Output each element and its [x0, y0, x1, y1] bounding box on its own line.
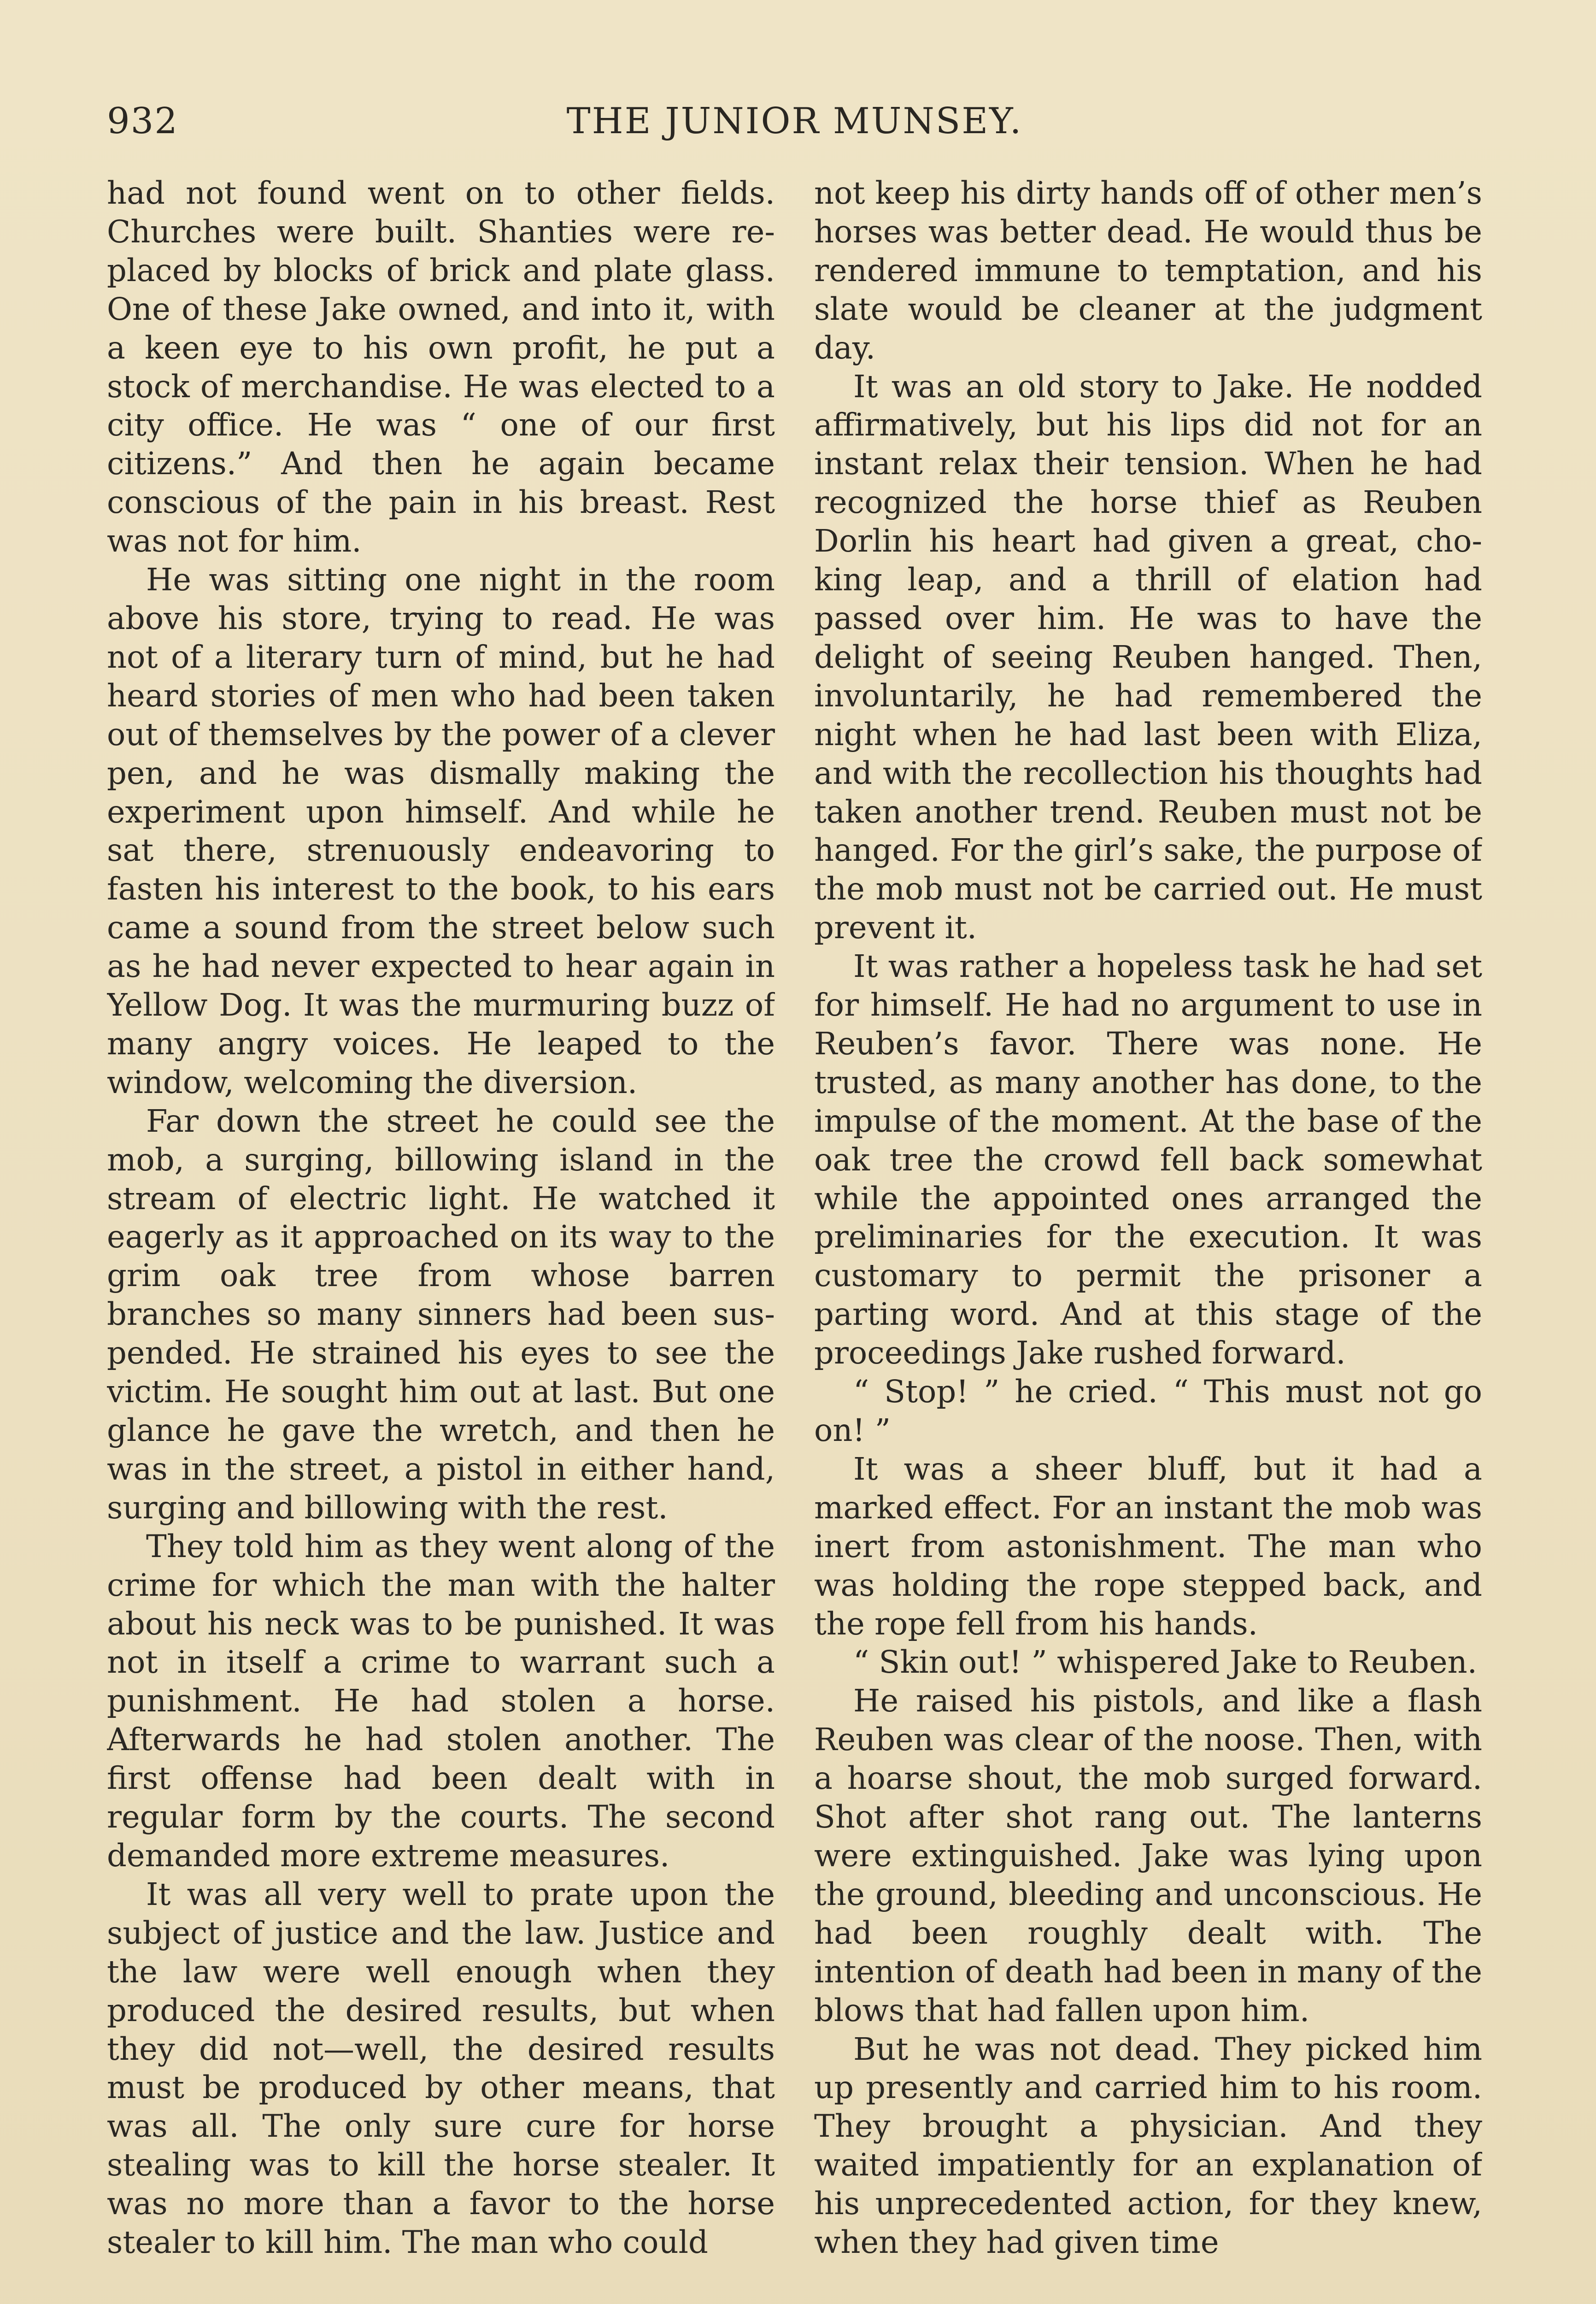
paragraph: It was all very well to prate upon the subject of justice and the law. Justice and the law were well enough when they produced the desired results, but when they did not—well, the desired results must be produced by other means, that was all. The only sure cure for horse stealing was to kill the horse stealer. It was no more than a favor to the horse stealer to kill him. The man who could — [107, 1876, 775, 2261]
running-title: THE JUNIOR MUNSEY. — [566, 100, 1023, 142]
paragraph: They told him as they went along of the crime for which the man with the halter about his neck was to be punished. It was not in itself a crime to warrant such a punishment. He had stolen a horse. Afterwards he had stolen another. The first offense had been dealt with in regular form by the courts. The second demanded more extreme measures. — [107, 1528, 775, 1874]
paragraph: He was sitting one night in the room above his store, trying to read. He was not of a literary turn of mind, but he had heard stories of men who had been taken out of themselves by the power of a clever pen, and he was dismally making the experiment upon himself. And while he sat there, strenuously endeavoring to fasten his interest to the book, to his ears came a sound from the street below such as he had never expected to hear again in Yellow Dog. It was the murmuring buzz of many angry voices. He leaped to the window, welcoming the diversion. — [107, 562, 775, 1100]
text-column-right — [814, 174, 1482, 2304]
text-column-left — [107, 174, 775, 2304]
paragraph: But he was not dead. They picked him up presently and carried him to his room. They brought a physician. And they waited impatiently for an explanation of his unprecedented action, for they knew, when they had given time — [814, 2031, 1482, 2261]
paragraph: It was rather a hopeless task he had set for himself. He had no argument to use in Reuben’s favor. There was none. He trusted, as many another has done, to the impulse of the moment. At the base of the oak tree the crowd fell back somewhat while the appointed ones arranged the preliminaries for the execution. It was customary to permit the prisoner a parting word. And at this stage of the proceedings Jake rushed forward. — [814, 948, 1482, 1371]
paragraph: Far down the street he could see the mob, a surging, billowing island in the stream of electric light. He watched it eagerly as it approached on its way to the grim oak tree from whose barren branches so many sinners had been suspended. He strained his eyes to see the victim. He sought him out at last. But one glance he gave the wretch, and then he was in the street, a pistol in either hand, surging and billowing with the rest. — [107, 1103, 775, 1526]
page-number: 932 — [107, 100, 178, 142]
paragraph: had not found went on to other fields. Churches were built. Shanties were replaced by blocks of brick and plate glass. One of these Jake owned, and into it, with a keen eye to his own profit, he put a stock of merchandise. He was elected to a city office. He was “ one of our first citizens.” And then he again became conscious of the pain in his breast. Rest was not for him. — [107, 175, 775, 559]
paragraph: It was a sheer bluff, but it had a marked effect. For an instant the mob was inert from astonishment. The man who was holding the rope stepped back, and the rope fell from his hands. — [814, 1451, 1482, 1642]
paragraph: not keep his dirty hands off of other men’s horses was better dead. He would thus be rendered immune to temptation, and his slate would be cleaner at the judgment day. — [814, 175, 1482, 366]
paragraph: He raised his pistols, and like a flash Reuben was clear of the noose. Then, with a hoarse shout, the mob surged forward. Shot after shot rang out. The lanterns were extinguished. Jake was lying upon the ground, bleeding and unconscious. He had been roughly dealt with. The intention of death had been in many of the blows that had fallen upon him. — [814, 1683, 1482, 2028]
paragraph: “ Skin out! ” whispered Jake to Reuben. — [853, 1644, 1477, 1681]
paragraph: It was an old story to Jake. He nodded affirmatively, but his lips did not for an instant relax their tension. When he had recognized the horse thief as Reuben Dorlin his heart had given a great, choking leap, and a thrill of elation had passed over him. He was to have the delight of seeing Reuben hanged. Then, involuntarily, he had remembered the night when he had last been with Eliza, and with the recollection his thoughts had taken another trend. Reuben must not be hanged. For the girl’s sake, the purpose of the mob must not be carried out. He must prevent it. — [814, 368, 1482, 946]
page-header — [107, 96, 1482, 151]
paragraph: “ Stop! ” he cried. “ This must not go on! ” — [814, 1374, 1482, 1448]
